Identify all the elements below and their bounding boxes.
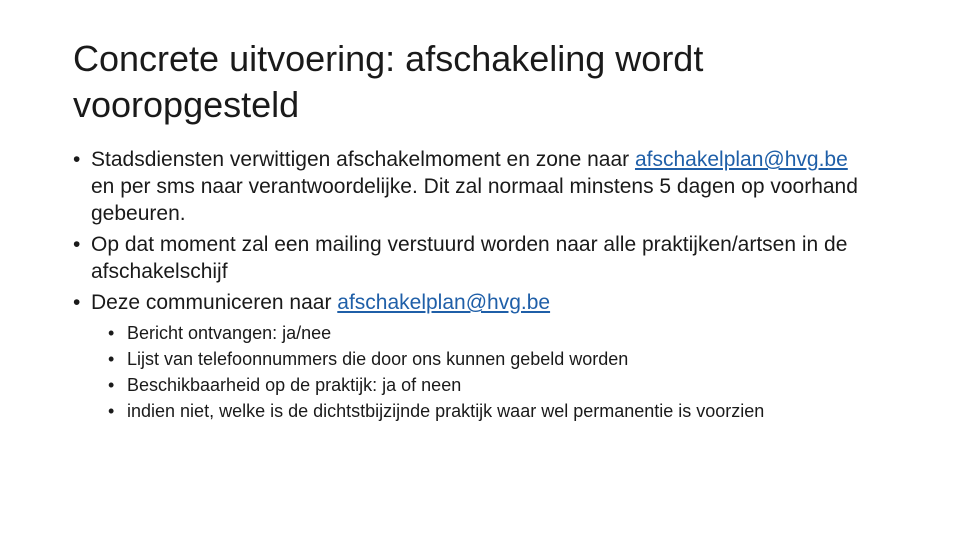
bullet-item-1	[73, 146, 873, 227]
bullet-item-3	[73, 289, 873, 316]
bullet-dot: •	[108, 375, 115, 395]
sub-bullet-text: Beschikbaarheid op de praktijk: ja of neen	[127, 375, 462, 395]
bullet-dot: •	[108, 323, 115, 343]
sub-bullet-text: Bericht ontvangen: ja/nee	[127, 323, 332, 343]
bullet-text: en per sms naar verantwoordelijke. Dit zal normaal minstens 5 dagen op voorhand gebeuren.	[91, 175, 858, 225]
bullet-item-2	[73, 231, 873, 285]
slide-title: Concrete uitvoering: afschakeling wordt vooropgesteld	[73, 38, 704, 125]
sub-bullet-text: Lijst van telefoonnummers die door ons kunnen gebeld worden	[127, 349, 629, 369]
bullet-text: Deze communiceren naar	[91, 291, 338, 314]
sub-bullet-text: indien niet, welke is de dichtstbijzijnde praktijk waar wel permanentie is voorzien	[127, 401, 765, 421]
slide-body	[73, 146, 873, 424]
bullet-text: Stadsdiensten verwittigen afschakelmoment en zone naar	[91, 148, 635, 171]
bullet-dot: •	[73, 291, 81, 314]
sub-bullet-list	[73, 320, 873, 424]
bullet-dot: •	[73, 233, 81, 256]
bullet-dot: •	[108, 401, 115, 421]
sub-bullet-item	[73, 372, 873, 398]
email-link[interactable]: afschakelplan@hvg.be	[337, 291, 551, 314]
sub-bullet-item	[73, 320, 873, 346]
sub-bullet-item	[73, 398, 873, 424]
sub-bullet-item	[73, 346, 873, 372]
email-link[interactable]: afschakelplan@hvg.be	[634, 148, 848, 171]
bullet-dot: •	[73, 148, 81, 171]
bullet-text: Op dat moment zal een mailing verstuurd worden naar alle praktijken/artsen in de afschakelschijf	[91, 233, 848, 283]
bullet-dot: •	[108, 349, 115, 369]
